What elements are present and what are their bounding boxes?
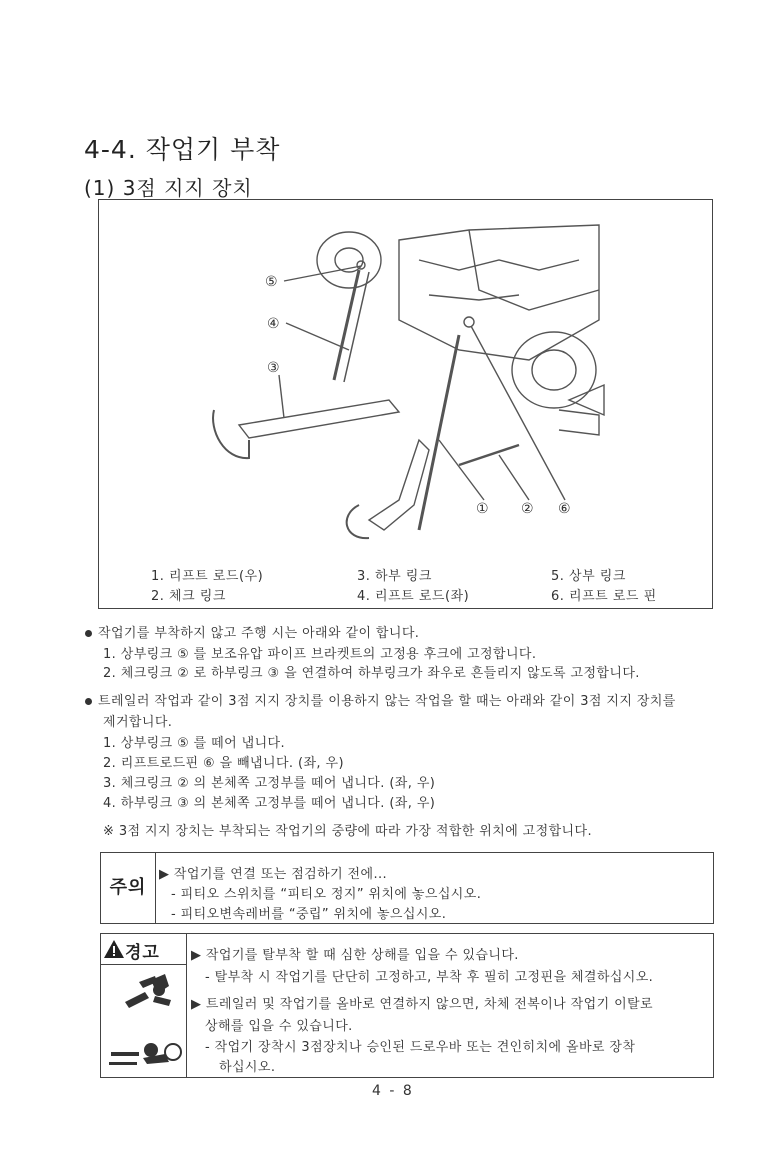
- warning-line: 하십시오.: [219, 1060, 276, 1075]
- callout-5: ⑤: [265, 274, 278, 290]
- instruction-step: 2. 리프트로드핀 ⑥ 을 빼냅니다. (좌, 우): [103, 756, 344, 771]
- three-point-hitch-illustration: [99, 200, 712, 608]
- callout-4: ④: [267, 316, 280, 332]
- callout-6: ⑥: [558, 501, 571, 517]
- page-number: 4 - 8: [372, 1083, 414, 1099]
- legend-item: 3. 하부 링크: [357, 569, 432, 584]
- legend-item: 6. 리프트 로드 핀: [551, 589, 657, 604]
- caution-line: - 피티오 스위치를 “피티오 정지” 위치에 놓으십시오.: [171, 887, 482, 902]
- figure-box: [98, 199, 713, 609]
- callout-3: ③: [267, 360, 280, 376]
- right-lift-rod: [419, 335, 459, 530]
- note: ※ 3점 지지 장치는 부착되는 작업기의 중량에 따라 가장 적합한 위치에 고정합니다.: [103, 824, 593, 839]
- pto-disc: [317, 232, 381, 288]
- runover-hazard-icon: [107, 1034, 183, 1070]
- warning-label: 경고: [125, 943, 160, 963]
- subsection-heading: (1) 3점 지지 장치: [84, 176, 253, 200]
- instruction-continuation: 제거합니다.: [103, 715, 173, 730]
- instruction-step: 1. 상부링크 ⑤ 를 보조유압 파이프 브라켓트의 고정용 후크에 고정합니다.: [103, 647, 537, 662]
- warning-line: ▶ 트레일러 및 작업기를 올바로 연결하지 않으면, 차체 전복이나 작업기 이탈로: [191, 997, 653, 1012]
- legend-item: 1. 리프트 로드(우): [151, 569, 264, 584]
- right-hook: [347, 505, 369, 538]
- warning-line: - 작업기 장착시 3점장치나 승인된 드로우바 또는 견인히치에 올바로 장착: [205, 1040, 636, 1055]
- instruction-bullet: 트레일러 작업과 같이 3점 지지 장치를 이용하지 않는 작업을 할 때는 아래와 같이 3점 지지 장치를: [85, 690, 676, 709]
- callout-2: ②: [521, 501, 534, 517]
- callout-1: ①: [476, 501, 489, 517]
- caution-box: [100, 852, 714, 924]
- caution-line: ▶ 작업기를 연결 또는 점검하기 전에...: [159, 867, 388, 882]
- rear-housing: [399, 225, 599, 360]
- caution-label: 주의: [109, 877, 147, 898]
- instruction-step: 2. 체크링크 ② 로 하부링크 ③ 을 연결하여 하부링크가 좌우로 흔들리지 않도록 고정합니다.: [103, 666, 640, 681]
- left-hook: [213, 410, 249, 458]
- check-link: [459, 445, 519, 465]
- warning-box: [100, 933, 714, 1078]
- bullet-icon: [85, 698, 92, 705]
- legend-item: 4. 리프트 로드(좌): [357, 589, 470, 604]
- lift-rod-pin: [464, 317, 474, 327]
- caution-line: - 피티오변속레버를 “중립” 위치에 놓으십시오.: [171, 907, 447, 922]
- left-lower-link: [239, 400, 399, 438]
- warning-line: ▶ 작업기를 탈부착 할 때 심한 상해를 입을 수 있습니다.: [191, 948, 519, 963]
- instruction-bullet: 작업기를 부착하지 않고 주행 시는 아래와 같이 합니다.: [85, 622, 419, 641]
- legend-item: 5. 상부 링크: [551, 569, 626, 584]
- section-heading: 4-4. 작업기 부착: [84, 135, 281, 164]
- bullet-icon: [85, 630, 92, 637]
- warning-line: 상해를 입을 수 있습니다.: [205, 1019, 353, 1034]
- legend-item: 2. 체크 링크: [151, 589, 226, 604]
- instruction-step: 1. 상부링크 ⑤ 를 떼어 냅니다.: [103, 736, 286, 751]
- axle-hub: [512, 332, 596, 408]
- crush-hazard-icon: [115, 972, 175, 1022]
- instruction-step: 4. 하부링크 ③ 의 본체쪽 고정부를 떼어 냅니다. (좌, 우): [103, 796, 436, 811]
- instruction-step: 3. 체크링크 ② 의 본체쪽 고정부를 떼어 냅니다. (좌, 우): [103, 776, 436, 791]
- right-lower-link: [369, 440, 429, 530]
- warning-line: - 탈부착 시 작업기를 단단히 고정하고, 부착 후 필히 고정핀을 체결하십시오.: [205, 970, 654, 985]
- warning-triangle-icon: [103, 939, 125, 959]
